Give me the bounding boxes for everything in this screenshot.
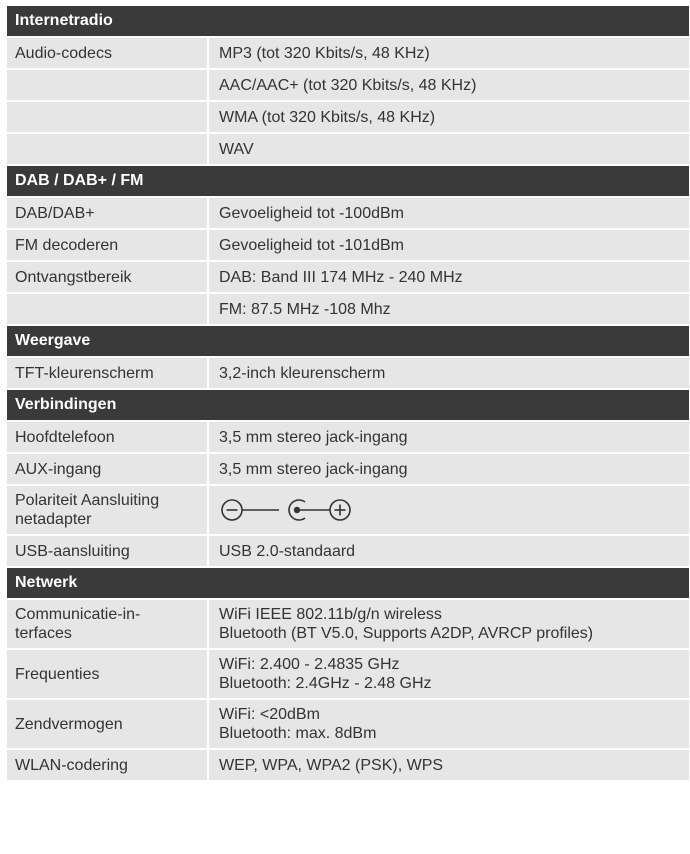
table-row bbox=[7, 700, 689, 748]
row-label: DAB/DAB+ bbox=[7, 198, 207, 228]
row-value: 3,5 mm stereo jack-ingang bbox=[209, 454, 689, 484]
table-row bbox=[7, 70, 689, 100]
row-label: USB-aansluiting bbox=[7, 536, 207, 566]
table-row bbox=[7, 600, 689, 648]
spec-table bbox=[7, 6, 689, 782]
row-value: USB 2.0-standaard bbox=[209, 536, 689, 566]
table-row bbox=[7, 198, 689, 228]
row-value: Gevoeligheid tot -100dBm bbox=[209, 198, 689, 228]
row-value-line: Bluetooth (BT V5.0, Supports A2DP, AVRCP profiles) bbox=[219, 625, 594, 642]
row-value: FM: 87.5 MHz -108 Mhz bbox=[209, 294, 689, 324]
row-value-line: WiFi: <20dBm bbox=[219, 706, 320, 723]
row-value: WAV bbox=[209, 134, 689, 164]
table-row bbox=[7, 262, 689, 292]
row-label-line: Communicatie-in- bbox=[15, 606, 141, 623]
table-row bbox=[7, 486, 689, 534]
row-label bbox=[7, 486, 207, 534]
row-label: Ontvangstbereik bbox=[7, 262, 207, 292]
table-row bbox=[7, 134, 689, 164]
row-value bbox=[209, 700, 689, 748]
table-row bbox=[7, 38, 689, 68]
row-label: Audio-codecs bbox=[7, 38, 207, 68]
row-label: TFT-kleurenscherm bbox=[7, 358, 207, 388]
minus-circle-icon bbox=[222, 500, 242, 520]
row-value: MP3 (tot 320 Kbits/s, 48 KHz) bbox=[209, 38, 689, 68]
row-value: WMA (tot 320 Kbits/s, 48 KHz) bbox=[209, 102, 689, 132]
row-label bbox=[7, 102, 207, 132]
table-row bbox=[7, 294, 689, 324]
row-label bbox=[7, 600, 207, 648]
table-row bbox=[7, 102, 689, 132]
table-row bbox=[7, 536, 689, 566]
section-header-verbindingen: Verbindingen bbox=[7, 390, 689, 420]
row-value: WEP, WPA, WPA2 (PSK), WPS bbox=[209, 750, 689, 780]
row-value-line: WiFi: 2.400 - 2.4835 GHz bbox=[219, 656, 400, 673]
row-value-line: Bluetooth: max. 8dBm bbox=[219, 725, 377, 742]
polarity-diagram bbox=[209, 486, 689, 534]
section-header-netwerk: Netwerk bbox=[7, 568, 689, 598]
table-row bbox=[7, 230, 689, 260]
row-label: Frequenties bbox=[7, 650, 207, 698]
row-label: WLAN-codering bbox=[7, 750, 207, 780]
row-label bbox=[7, 134, 207, 164]
section-header-dab-fm: DAB / DAB+ / FM bbox=[7, 166, 689, 196]
section-header-internetradio: Internetradio bbox=[7, 6, 689, 36]
table-row bbox=[7, 650, 689, 698]
row-value-line: Bluetooth: 2.4GHz - 2.48 GHz bbox=[219, 675, 432, 692]
row-value: AAC/AAC+ (tot 320 Kbits/s, 48 KHz) bbox=[209, 70, 689, 100]
table-row bbox=[7, 358, 689, 388]
row-label-line: netadapter bbox=[15, 511, 92, 528]
row-label: Zendvermogen bbox=[7, 700, 207, 748]
row-label-line: Polariteit Aansluiting bbox=[15, 492, 160, 509]
table-row bbox=[7, 750, 689, 780]
row-value: 3,2-inch kleurenscherm bbox=[209, 358, 689, 388]
row-label: AUX-ingang bbox=[7, 454, 207, 484]
table-row bbox=[7, 422, 689, 452]
row-label: FM decoderen bbox=[7, 230, 207, 260]
row-value: 3,5 mm stereo jack-ingang bbox=[209, 422, 689, 452]
polarity-symbol bbox=[219, 495, 379, 525]
row-value: DAB: Band III 174 MHz - 240 MHz bbox=[209, 262, 689, 292]
row-value: Gevoeligheid tot -101dBm bbox=[209, 230, 689, 260]
row-label-line: terfaces bbox=[15, 625, 72, 642]
row-label bbox=[7, 294, 207, 324]
row-value bbox=[209, 600, 689, 648]
plus-circle-icon bbox=[330, 500, 350, 520]
row-value bbox=[209, 650, 689, 698]
row-label: Hoofdtelefoon bbox=[7, 422, 207, 452]
row-value-line: WiFi IEEE 802.11b/g/n wireless bbox=[219, 606, 442, 623]
row-label bbox=[7, 70, 207, 100]
table-row bbox=[7, 454, 689, 484]
section-header-weergave: Weergave bbox=[7, 326, 689, 356]
